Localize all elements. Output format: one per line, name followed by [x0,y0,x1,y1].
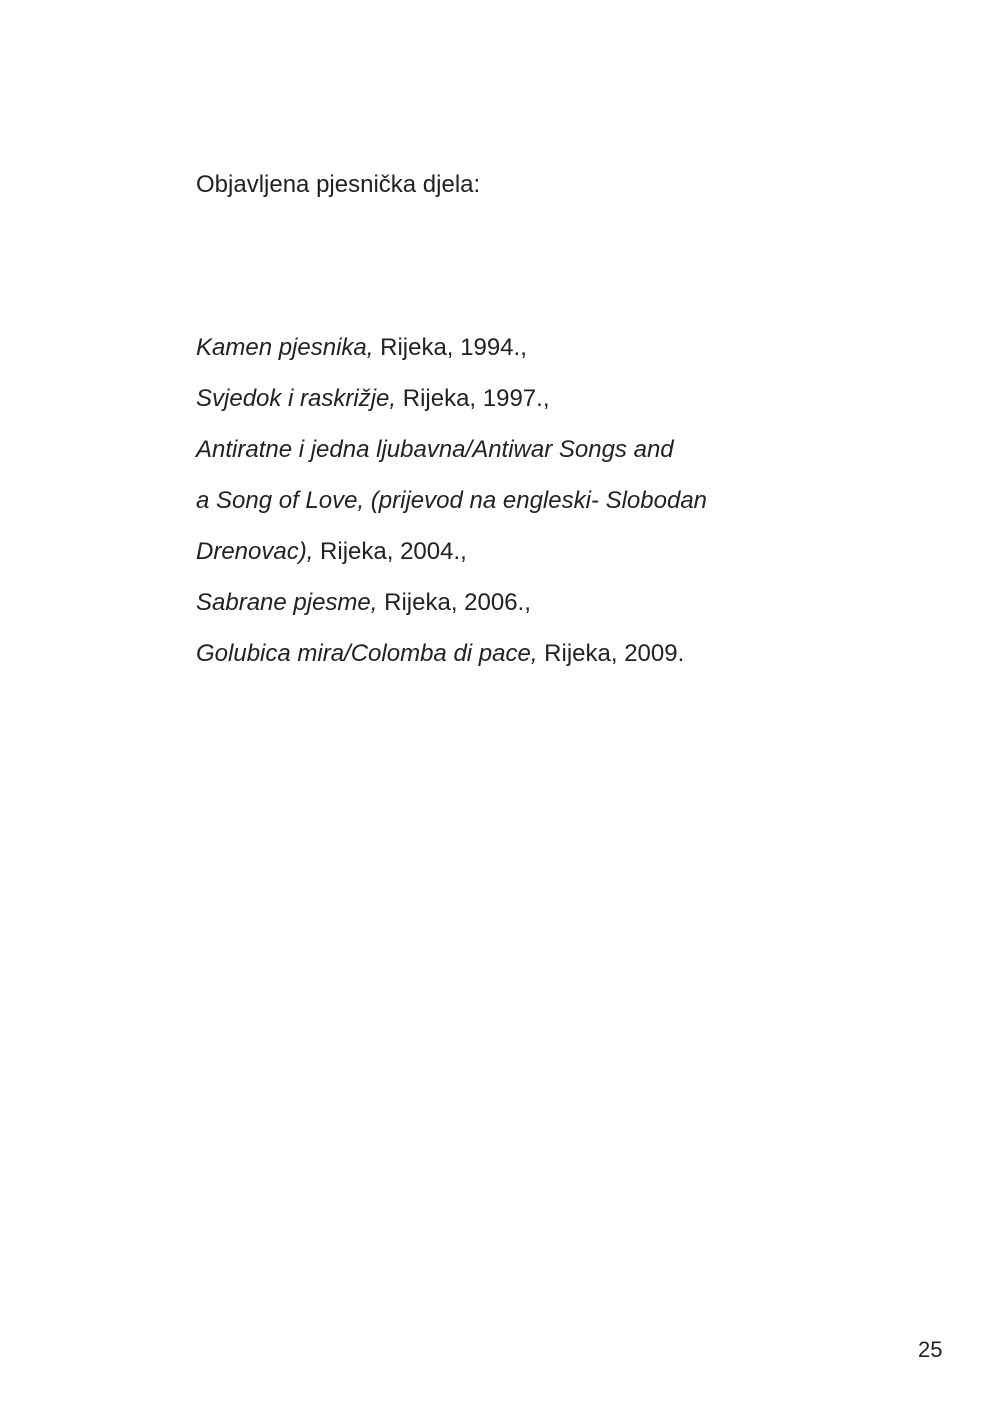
list-item [196,486,836,537]
work-details: Rijeka, 2006., [377,589,531,616]
work-details: Rijeka, 1994., [373,334,527,361]
list-item [196,384,836,435]
list-item [196,333,836,384]
work-title: Drenovac), [196,538,314,565]
work-title: Sabrane pjesme, [196,589,378,616]
work-details: Rijeka, 2009. [537,640,685,667]
work-details: Rijeka, 1997., [396,385,550,412]
work-title: Antiratne i jedna ljubavna/Antiwar Songs and [196,436,674,463]
list-item [196,588,836,639]
section-heading: Objavljena pjesnička djela: [196,171,481,198]
page-number: 25 [918,1337,943,1362]
list-item [196,639,836,690]
work-details: Rijeka, 2004., [313,538,467,565]
work-title: a Song of Love, (prijevod na engleski- Slobodan [196,487,708,514]
work-title: Golubica mira/Colomba di pace, [196,640,538,667]
published-works-list [196,333,836,690]
list-item [196,537,836,588]
list-item [196,435,836,486]
work-title: Kamen pjesnika, [196,334,374,361]
work-title: Svjedok i raskrižje, [196,385,397,412]
